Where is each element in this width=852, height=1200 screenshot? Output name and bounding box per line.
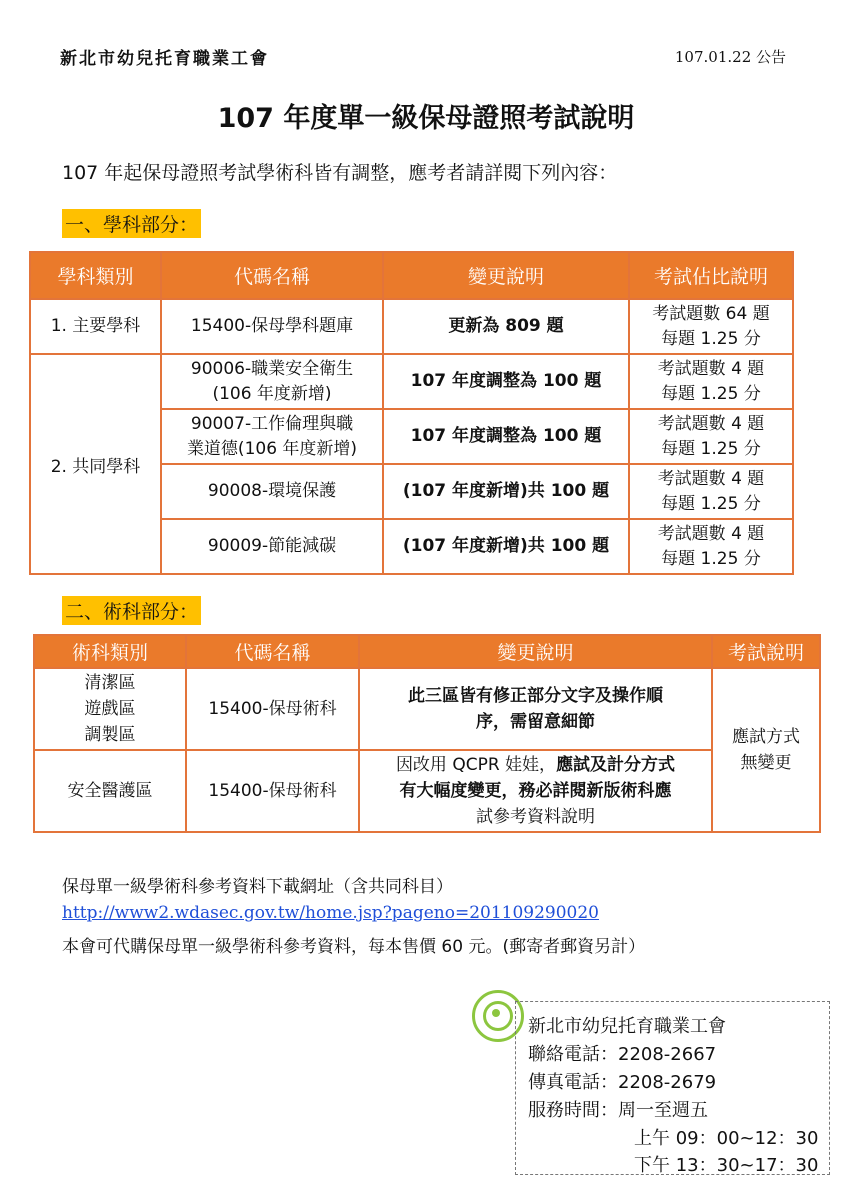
download-link[interactable]: http://www2.wdasec.gov.tw/home.jsp?pageno=201109290020 — [62, 903, 599, 923]
change-cell — [359, 750, 712, 832]
contact-pm-hours: 下午 13：30~17：30 — [634, 1155, 819, 1176]
intro-text: 107 年起保母證照考試學術科皆有調整，應考者請詳閱下列內容： — [62, 162, 618, 184]
org-header: 新北市幼兒托育職業工會 — [60, 49, 269, 69]
ratio-cell — [629, 464, 793, 519]
page-title: 107 年度單一級保母證照考試說明 — [217, 103, 635, 134]
column-header: 代碼名稱 — [186, 635, 359, 668]
exam-line: 無變更 — [740, 753, 792, 773]
ratio-cell — [629, 409, 793, 464]
change-text-emphasis: 應試及計分方式 — [556, 755, 676, 775]
contact-org: 新北市幼兒托育職業工會 — [528, 1016, 726, 1037]
download-label: 保母單一級學術科參考資料下載網址（含共同科目） — [62, 877, 453, 897]
change-line: 序，需留意細節 — [476, 712, 595, 732]
ratio-line: 每題 1.25 分 — [661, 493, 761, 514]
change-cell: (107 年度新增)共 100 題 — [383, 519, 629, 574]
table-header-row — [34, 635, 820, 668]
contact-am-hours: 上午 09：00~12：30 — [634, 1128, 819, 1149]
code-cell — [161, 354, 383, 409]
change-cell: (107 年度新增)共 100 題 — [383, 464, 629, 519]
category-line: 調製區 — [84, 725, 136, 745]
category-cell: 安全醫護區 — [34, 750, 186, 832]
ratio-cell — [629, 299, 793, 354]
code-line: 業道德(106 年度新增) — [186, 438, 358, 459]
notice-date: 107.01.22 公告 — [674, 48, 786, 66]
table-row — [30, 354, 793, 409]
change-cell: 107 年度調整為 100 題 — [383, 409, 629, 464]
academic-table — [29, 251, 794, 575]
column-header: 變更說明 — [359, 635, 712, 668]
ratio-line: 每題 1.25 分 — [661, 438, 761, 459]
category-line: 清潔區 — [84, 673, 136, 693]
change-cell: 107 年度調整為 100 題 — [383, 354, 629, 409]
column-header: 考試佔比說明 — [629, 252, 793, 299]
table-row — [34, 668, 820, 750]
ratio-line: 每題 1.25 分 — [661, 328, 761, 349]
contact-hours: 服務時間：周一至週五 — [528, 1100, 708, 1121]
column-header: 變更說明 — [383, 252, 629, 299]
code-cell — [161, 409, 383, 464]
table-row — [34, 750, 820, 832]
category-line: 遊戲區 — [84, 699, 136, 719]
ratio-line: 考試題數 4 題 — [657, 413, 765, 434]
category-cell — [34, 668, 186, 750]
section-heading-practical: 二、術科部分： — [62, 596, 201, 625]
seal-center — [492, 1009, 500, 1017]
purchase-note: 本會可代購保母單一級學術科參考資料，每本售價 60 元。(郵寄者郵資另計） — [62, 937, 646, 957]
contact-phone: 聯絡電話：2208-2667 — [528, 1044, 717, 1065]
column-header: 學科類別 — [30, 252, 161, 299]
practical-table — [33, 634, 821, 833]
code-cell: 90008-環境保護 — [161, 464, 383, 519]
change-cell — [359, 668, 712, 750]
ratio-line: 考試題數 4 題 — [657, 468, 765, 489]
code-cell: 15400-保母術科 — [186, 668, 359, 750]
code-cell: 15400-保母學科題庫 — [161, 299, 383, 354]
table-header-row — [30, 252, 793, 299]
table-row — [30, 299, 793, 354]
ratio-line: 每題 1.25 分 — [661, 383, 761, 404]
column-header: 考試說明 — [712, 635, 820, 668]
change-cell: 更新為 809 題 — [383, 299, 629, 354]
exam-line: 應試方式 — [732, 727, 800, 747]
category-cell: 2. 共同學科 — [30, 354, 161, 574]
change-text: 因改用 QCPR 娃娃， — [395, 755, 557, 775]
code-line: 90007-工作倫理與職 — [190, 413, 354, 434]
change-line: 有大幅度變更，務必詳閱新版術科應 — [399, 781, 672, 801]
contact-fax: 傳真電話：2208-2679 — [528, 1072, 717, 1093]
ratio-cell — [629, 519, 793, 574]
code-cell: 15400-保母術科 — [186, 750, 359, 832]
change-line: 此三區皆有修正部分文字及操作順 — [408, 686, 663, 706]
ratio-line: 每題 1.25 分 — [661, 548, 761, 569]
category-cell: 1. 主要學科 — [30, 299, 161, 354]
section-heading-academic: 一、學科部分： — [62, 209, 201, 238]
exam-note-cell — [712, 668, 820, 832]
code-line: 90006-職業安全衛生 — [190, 358, 354, 379]
column-header: 術科類別 — [34, 635, 186, 668]
code-line: (106 年度新增) — [212, 383, 332, 404]
ratio-line: 考試題數 64 題 — [652, 303, 770, 324]
code-cell: 90009-節能減碳 — [161, 519, 383, 574]
ratio-cell — [629, 354, 793, 409]
ratio-line: 考試題數 4 題 — [657, 523, 765, 544]
ratio-line: 考試題數 4 題 — [657, 358, 765, 379]
column-header: 代碼名稱 — [161, 252, 383, 299]
change-line: 試參考資料說明 — [476, 807, 595, 827]
contact-box — [515, 1001, 830, 1175]
